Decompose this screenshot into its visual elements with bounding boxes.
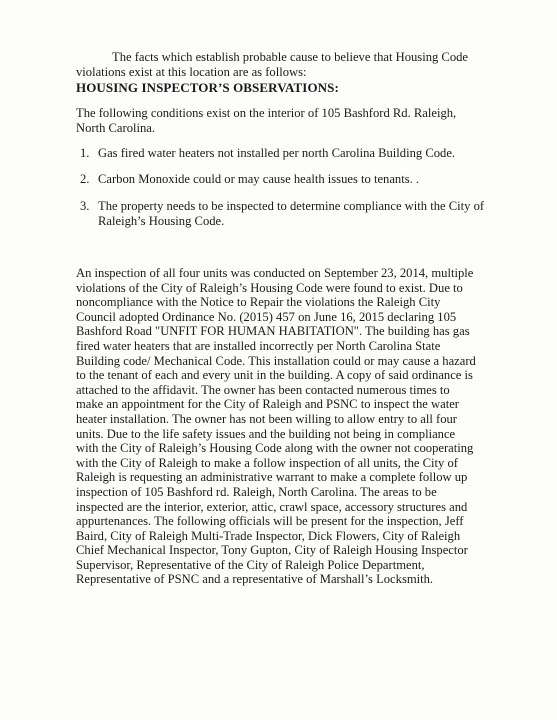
intro-paragraph: The facts which establish probable cause to believe that Housing Code violations exist at this location are as follows: (76, 50, 469, 79)
list-item-text: Carbon Monoxide could or may cause health issues to tenants. . (98, 172, 420, 186)
list-item-number: 1. (80, 146, 90, 160)
list-item-number: 2. (80, 172, 90, 186)
section-heading: HOUSING INSPECTOR’S OBSERVATIONS: (76, 80, 339, 95)
list-item-text: Gas fired water heaters not installed per north Carolina Building Code. (98, 146, 456, 160)
list-item-number: 3. (80, 199, 90, 213)
conditions-list (76, 146, 496, 229)
list-item (76, 146, 496, 161)
list-item (76, 172, 496, 187)
conditions-intro: The following conditions exist on the interior of 105 Bashford Rd. Raleigh, North Carolina. (76, 106, 457, 135)
list-item-text: The property needs to be inspected to determine compliance with the City of Raleigh’s Housing Code. (98, 199, 485, 228)
body-paragraph: An inspection of all four units was conducted on September 23, 2014, multiple violations of the City of Raleigh’s Housing Code were found to exist. Due to noncompliance with the Notice to Repair the violations the Raleigh City Council adopted Ordinance No. (2015) 457 on June 16, 2015 declaring 105 Bashford Road "UNFIT FOR HUMAN HABITATION". The building has gas fired water heaters that are installed incorrectly per North Carolina State Building code/ Mechanical Code. This installation could or may cause a hazard to the tenant of each and every unit in the building. A copy of said ordinance is attached to the affidavit. The owner has been contacted numerous times to make an appointment for the City of Raleigh and PSNC to inspect the water heater installation. The owner has not been willing to allow entry to all four units. Due to the life safety issues and the building not being in compliance with the City of Raleigh’s Housing Code along with the owner not cooperating with the City of Raleigh to make a follow inspection of all units, the City of Raleigh is requesting an administrative warrant to make a complete follow up inspection of 105 Bashford rd. Raleigh, North Carolina. The areas to be inspected are the interior, exterior, attic, crawl space, accessory structures and appurtenances. The following officials will be present for the inspection, Jeff Baird, City of Raleigh Multi-Trade Inspector, Dick Flowers, City of Raleigh Chief Mechanical Inspector, Tony Gupton, City of Raleigh Housing Inspector Supervisor, Representative of the City of Raleigh Police Department, Representative of PSNC and a representative of Marshall’s Locksmith. (76, 266, 476, 587)
list-item (76, 199, 496, 229)
